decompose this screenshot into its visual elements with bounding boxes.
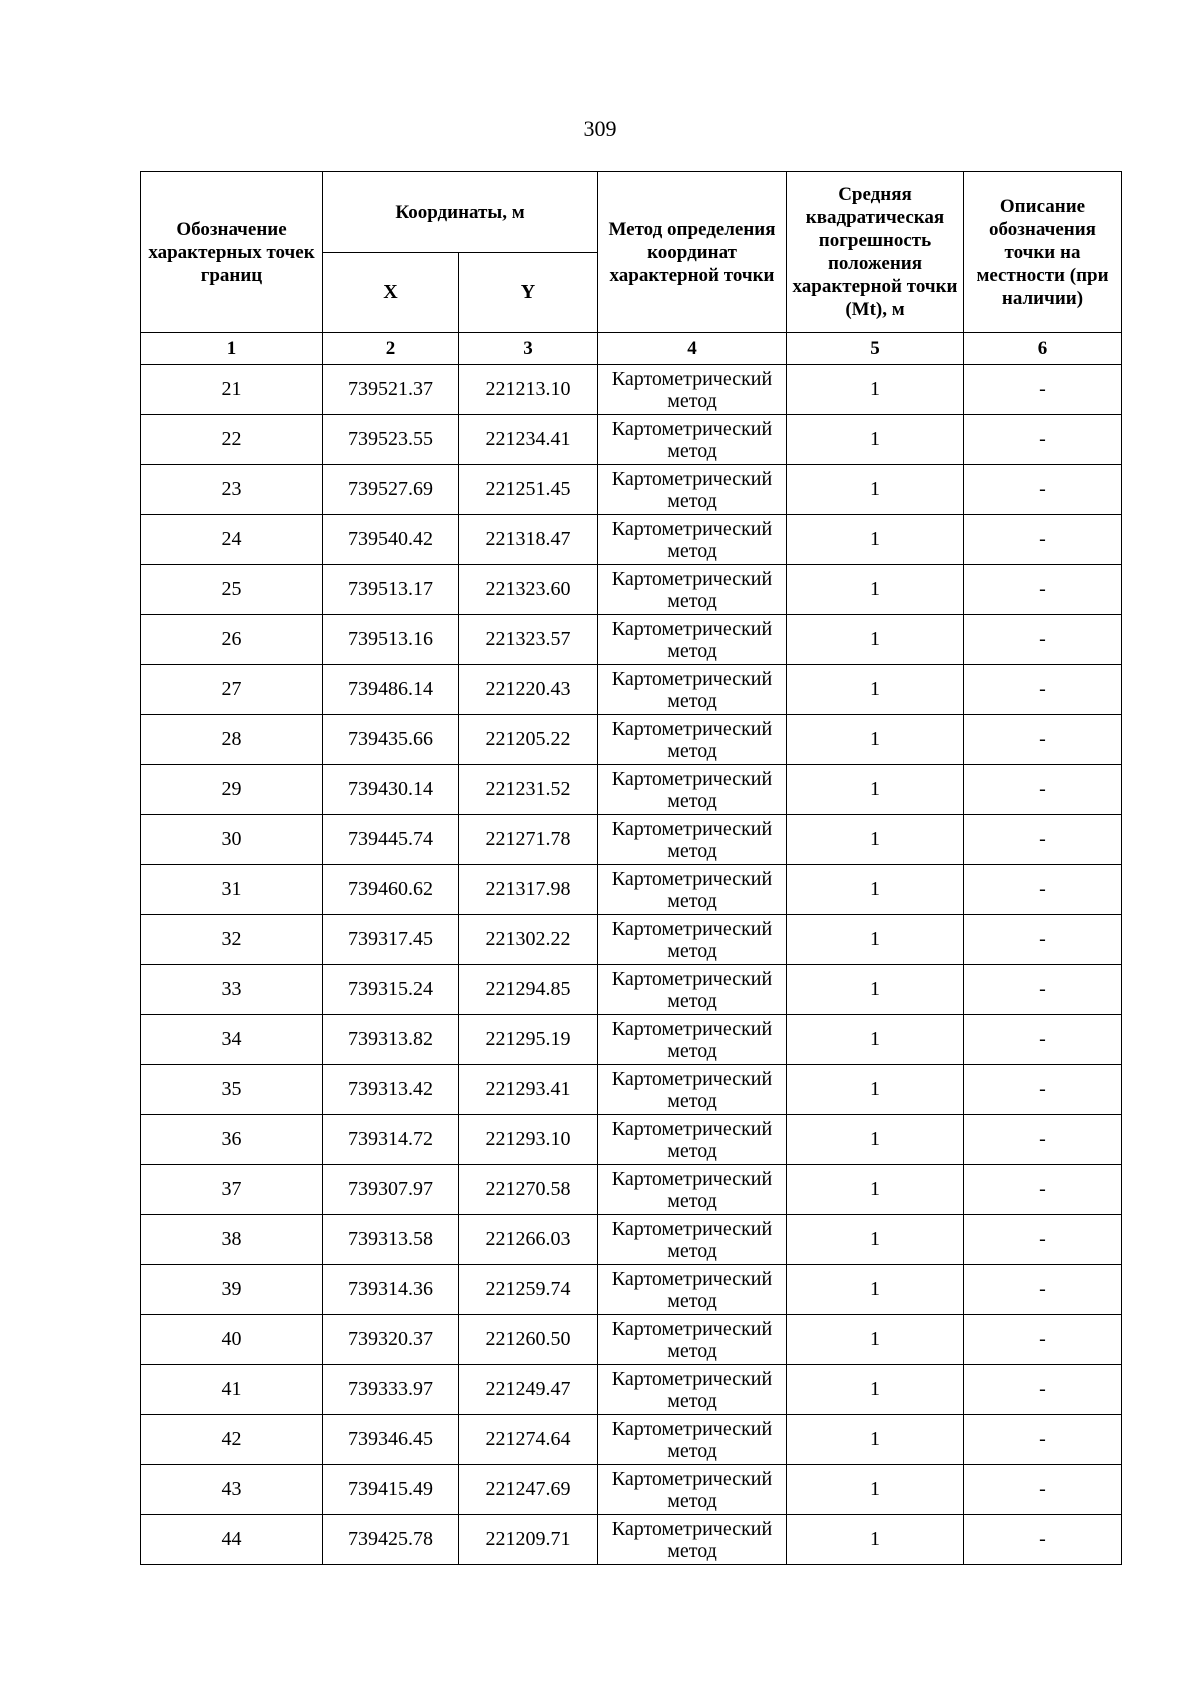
point-id-cell: 25 (141, 565, 323, 615)
x-cell: 739425.78 (323, 1515, 459, 1565)
point-id-cell: 23 (141, 465, 323, 515)
description-cell: - (964, 665, 1122, 715)
method-text-line2: метод (667, 939, 717, 962)
method-text-line2: метод (667, 1089, 717, 1112)
header-x: X (323, 253, 459, 333)
table-row (141, 715, 1122, 765)
method-cell (598, 1065, 787, 1115)
point-id-cell: 31 (141, 865, 323, 915)
error-cell: 1 (787, 565, 964, 615)
table-row (141, 1215, 1122, 1265)
x-cell: 739486.14 (323, 665, 459, 715)
x-cell: 739513.17 (323, 565, 459, 615)
error-cell: 1 (787, 415, 964, 465)
y-cell: 221231.52 (459, 765, 598, 815)
table-row (141, 1515, 1122, 1565)
y-cell: 221317.98 (459, 865, 598, 915)
y-cell: 221249.47 (459, 1365, 598, 1415)
y-cell: 221220.43 (459, 665, 598, 715)
table-row (141, 665, 1122, 715)
table-row (141, 615, 1122, 665)
method-text-line2: метод (667, 889, 717, 912)
column-number: 5 (787, 333, 964, 365)
point-id-cell: 26 (141, 615, 323, 665)
table-row (141, 1265, 1122, 1315)
error-cell: 1 (787, 715, 964, 765)
method-text-line1: Картометрический (611, 417, 773, 440)
point-id-cell: 34 (141, 1015, 323, 1065)
boundary-points-table (140, 171, 1122, 1565)
method-text-line1: Картометрический (611, 1067, 773, 1090)
error-cell: 1 (787, 1365, 964, 1415)
description-cell: - (964, 1265, 1122, 1315)
header-description: Описание обозначения точки на местности (при наличии) (964, 172, 1122, 333)
error-cell: 1 (787, 615, 964, 665)
x-cell: 739314.72 (323, 1115, 459, 1165)
method-cell (598, 865, 787, 915)
table-body (141, 333, 1122, 1565)
point-id-cell: 22 (141, 415, 323, 465)
header-row (141, 172, 1122, 253)
x-cell: 739430.14 (323, 765, 459, 815)
method-text-line1: Картометрический (611, 367, 773, 390)
y-cell: 221295.19 (459, 1015, 598, 1065)
y-cell: 221251.45 (459, 465, 598, 515)
method-text-line1: Картометрический (611, 717, 773, 740)
method-text-line2: метод (667, 1139, 717, 1162)
description-cell: - (964, 365, 1122, 415)
table-row (141, 415, 1122, 465)
method-cell (598, 915, 787, 965)
description-cell: - (964, 1215, 1122, 1265)
y-cell: 221323.60 (459, 565, 598, 615)
method-text-line2: метод (667, 1039, 717, 1062)
y-cell: 221293.10 (459, 1115, 598, 1165)
method-text-line2: метод (667, 539, 717, 562)
x-cell: 739317.45 (323, 915, 459, 965)
description-cell: - (964, 1365, 1122, 1415)
error-cell: 1 (787, 965, 964, 1015)
y-cell: 221271.78 (459, 815, 598, 865)
error-cell: 1 (787, 1165, 964, 1215)
table-row (141, 1165, 1122, 1215)
table-row (141, 365, 1122, 415)
x-cell: 739314.36 (323, 1265, 459, 1315)
table-row (141, 1065, 1122, 1115)
point-id-cell: 38 (141, 1215, 323, 1265)
x-cell: 739445.74 (323, 815, 459, 865)
description-cell: - (964, 1315, 1122, 1365)
header-point: Обозначение характерных точек границ (141, 172, 323, 333)
x-cell: 739435.66 (323, 715, 459, 765)
description-cell: - (964, 415, 1122, 465)
method-text-line1: Картометрический (611, 1117, 773, 1140)
error-cell: 1 (787, 1065, 964, 1115)
x-cell: 739527.69 (323, 465, 459, 515)
method-cell (598, 765, 787, 815)
method-cell (598, 1165, 787, 1215)
method-text-line2: метод (667, 689, 717, 712)
method-text-line1: Картометрический (611, 867, 773, 890)
point-id-cell: 36 (141, 1115, 323, 1165)
point-id-cell: 24 (141, 515, 323, 565)
method-text-line1: Картометрический (611, 1417, 773, 1440)
description-cell: - (964, 1015, 1122, 1065)
method-text-line1: Картометрический (611, 817, 773, 840)
method-text-line1: Картометрический (611, 1017, 773, 1040)
method-text-line2: метод (667, 1189, 717, 1212)
point-id-cell: 43 (141, 1465, 323, 1515)
method-text-line2: метод (667, 1489, 717, 1512)
error-cell: 1 (787, 1315, 964, 1365)
header-error: Средняя квадратическая погрешность положения характерной точки (Mt), м (787, 172, 964, 333)
method-cell (598, 815, 787, 865)
table-row (141, 565, 1122, 615)
table-row (141, 865, 1122, 915)
method-cell (598, 1115, 787, 1165)
method-cell (598, 1015, 787, 1065)
page-number: 309 (583, 116, 617, 141)
table-row (141, 1015, 1122, 1065)
error-cell: 1 (787, 465, 964, 515)
description-cell: - (964, 1515, 1122, 1565)
x-cell: 739313.58 (323, 1215, 459, 1265)
table-row (141, 965, 1122, 1015)
y-cell: 221260.50 (459, 1315, 598, 1365)
y-cell: 221259.74 (459, 1265, 598, 1315)
table-row (141, 1315, 1122, 1365)
method-text-line2: метод (667, 389, 717, 412)
description-cell: - (964, 515, 1122, 565)
y-cell: 221270.58 (459, 1165, 598, 1215)
method-text-line1: Картометрический (611, 1467, 773, 1490)
y-cell: 221294.85 (459, 965, 598, 1015)
point-id-cell: 30 (141, 815, 323, 865)
method-text-line2: метод (667, 1239, 717, 1262)
table-row (141, 465, 1122, 515)
method-text-line2: метод (667, 1339, 717, 1362)
x-cell: 739313.82 (323, 1015, 459, 1065)
method-text-line1: Картометрический (611, 1317, 773, 1340)
method-text-line1: Картометрический (611, 517, 773, 540)
method-cell (598, 1315, 787, 1365)
description-cell: - (964, 465, 1122, 515)
method-cell (598, 1465, 787, 1515)
description-cell: - (964, 1415, 1122, 1465)
point-id-cell: 35 (141, 1065, 323, 1115)
table-row (141, 515, 1122, 565)
y-cell: 221293.41 (459, 1065, 598, 1115)
method-text-line1: Картометрический (611, 967, 773, 990)
method-cell (598, 365, 787, 415)
error-cell: 1 (787, 1115, 964, 1165)
y-cell: 221323.57 (459, 615, 598, 665)
table-row (141, 915, 1122, 965)
method-text-line1: Картометрический (611, 1217, 773, 1240)
method-cell (598, 715, 787, 765)
method-text-line1: Картометрический (611, 917, 773, 940)
method-text-line1: Картометрический (611, 767, 773, 790)
description-cell: - (964, 615, 1122, 665)
y-cell: 221234.41 (459, 415, 598, 465)
method-text-line1: Картометрический (611, 1517, 773, 1540)
method-text-line2: метод (667, 1539, 717, 1562)
point-id-cell: 42 (141, 1415, 323, 1465)
method-text-line2: метод (667, 489, 717, 512)
error-cell: 1 (787, 665, 964, 715)
error-cell: 1 (787, 1465, 964, 1515)
method-text-line2: метод (667, 789, 717, 812)
point-id-cell: 44 (141, 1515, 323, 1565)
table-row (141, 765, 1122, 815)
error-cell: 1 (787, 1415, 964, 1465)
method-text-line2: метод (667, 739, 717, 762)
description-cell: - (964, 715, 1122, 765)
method-text-line1: Картометрический (611, 567, 773, 590)
description-cell: - (964, 1065, 1122, 1115)
description-cell: - (964, 965, 1122, 1015)
method-cell (598, 515, 787, 565)
table-row (141, 1465, 1122, 1515)
method-text-line2: метод (667, 839, 717, 862)
x-cell: 739333.97 (323, 1365, 459, 1415)
x-cell: 739513.16 (323, 615, 459, 665)
method-cell (598, 415, 787, 465)
column-number-row (141, 333, 1122, 365)
point-id-cell: 21 (141, 365, 323, 415)
method-cell (598, 565, 787, 615)
x-cell: 739415.49 (323, 1465, 459, 1515)
error-cell: 1 (787, 1265, 964, 1315)
error-cell: 1 (787, 865, 964, 915)
description-cell: - (964, 915, 1122, 965)
method-cell (598, 1365, 787, 1415)
header-y: Y (459, 253, 598, 333)
method-cell (598, 1215, 787, 1265)
method-cell (598, 1515, 787, 1565)
method-text-line2: метод (667, 1439, 717, 1462)
x-cell: 739540.42 (323, 515, 459, 565)
method-text-line2: метод (667, 439, 717, 462)
description-cell: - (964, 1115, 1122, 1165)
point-id-cell: 27 (141, 665, 323, 715)
method-cell (598, 965, 787, 1015)
point-id-cell: 40 (141, 1315, 323, 1365)
point-id-cell: 41 (141, 1365, 323, 1415)
header-coords: Координаты, м (323, 172, 598, 253)
description-cell: - (964, 865, 1122, 915)
x-cell: 739315.24 (323, 965, 459, 1015)
column-number: 1 (141, 333, 323, 365)
method-text-line1: Картометрический (611, 667, 773, 690)
error-cell: 1 (787, 365, 964, 415)
header-method: Метод определения координат характерной точки (598, 172, 787, 333)
point-id-cell: 28 (141, 715, 323, 765)
x-cell: 739346.45 (323, 1415, 459, 1465)
x-cell: 739313.42 (323, 1065, 459, 1115)
x-cell: 739460.62 (323, 865, 459, 915)
error-cell: 1 (787, 515, 964, 565)
method-text-line1: Картометрический (611, 1267, 773, 1290)
point-id-cell: 33 (141, 965, 323, 1015)
x-cell: 739320.37 (323, 1315, 459, 1365)
error-cell: 1 (787, 815, 964, 865)
point-id-cell: 37 (141, 1165, 323, 1215)
column-number: 2 (323, 333, 459, 365)
description-cell: - (964, 815, 1122, 865)
y-cell: 221205.22 (459, 715, 598, 765)
description-cell: - (964, 765, 1122, 815)
error-cell: 1 (787, 765, 964, 815)
column-number: 6 (964, 333, 1122, 365)
y-cell: 221302.22 (459, 915, 598, 965)
table-row (141, 1115, 1122, 1165)
point-id-cell: 29 (141, 765, 323, 815)
error-cell: 1 (787, 1515, 964, 1565)
method-cell (598, 1415, 787, 1465)
y-cell: 221213.10 (459, 365, 598, 415)
description-cell: - (964, 565, 1122, 615)
table-row (141, 1365, 1122, 1415)
y-cell: 221274.64 (459, 1415, 598, 1465)
method-cell (598, 465, 787, 515)
method-text-line2: метод (667, 1289, 717, 1312)
column-number: 3 (459, 333, 598, 365)
method-text-line2: метод (667, 639, 717, 662)
method-text-line1: Картометрический (611, 617, 773, 640)
table-row (141, 815, 1122, 865)
column-number: 4 (598, 333, 787, 365)
method-text-line1: Картометрический (611, 1167, 773, 1190)
table-row (141, 1415, 1122, 1465)
method-cell (598, 665, 787, 715)
method-cell (598, 615, 787, 665)
error-cell: 1 (787, 915, 964, 965)
x-cell: 739307.97 (323, 1165, 459, 1215)
method-text-line2: метод (667, 589, 717, 612)
method-text-line2: метод (667, 1389, 717, 1412)
x-cell: 739521.37 (323, 365, 459, 415)
y-cell: 221247.69 (459, 1465, 598, 1515)
x-cell: 739523.55 (323, 415, 459, 465)
method-text-line1: Картометрический (611, 1367, 773, 1390)
method-text-line1: Картометрический (611, 467, 773, 490)
y-cell: 221318.47 (459, 515, 598, 565)
point-id-cell: 32 (141, 915, 323, 965)
error-cell: 1 (787, 1015, 964, 1065)
error-cell: 1 (787, 1215, 964, 1265)
y-cell: 221266.03 (459, 1215, 598, 1265)
method-text-line2: метод (667, 989, 717, 1012)
y-cell: 221209.71 (459, 1515, 598, 1565)
point-id-cell: 39 (141, 1265, 323, 1315)
description-cell: - (964, 1465, 1122, 1515)
method-cell (598, 1265, 787, 1315)
description-cell: - (964, 1165, 1122, 1215)
